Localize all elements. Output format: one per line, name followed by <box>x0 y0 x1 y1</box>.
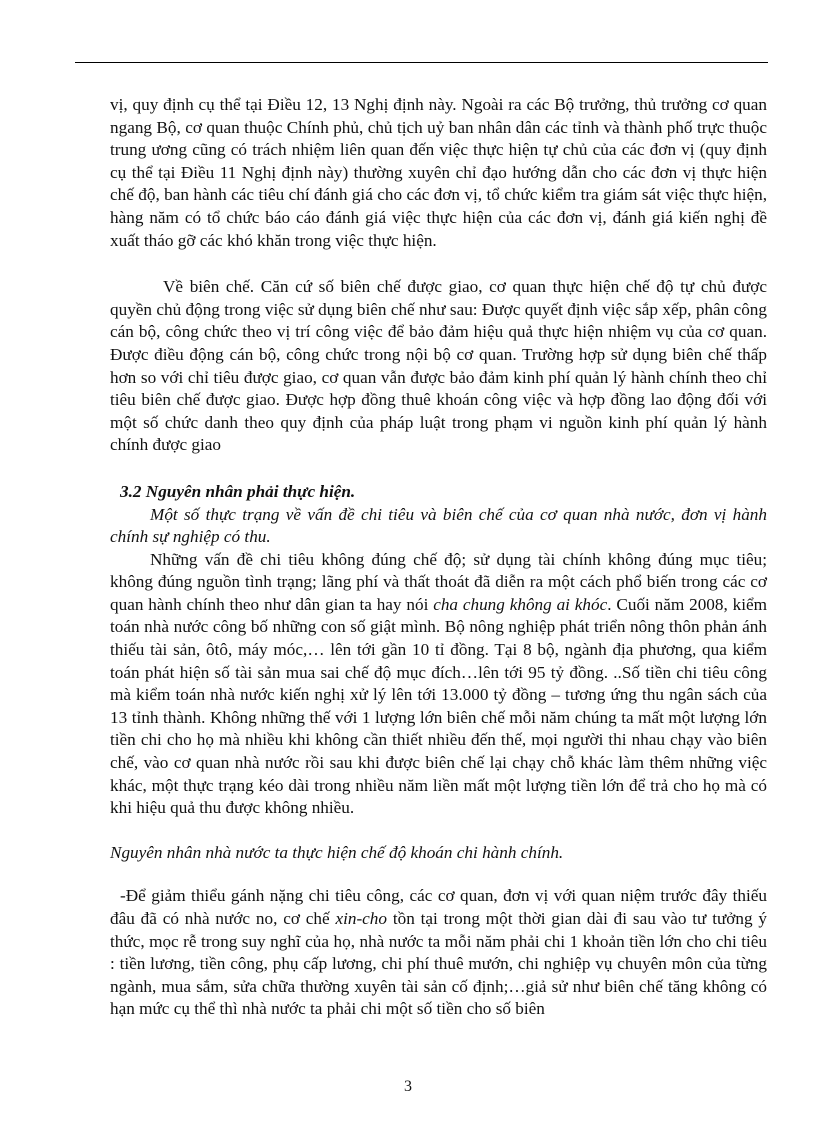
section-heading: 3.2 Nguyên nhân phải thực hiện. <box>120 481 356 501</box>
quote-xin-cho: xin-cho <box>335 909 387 928</box>
document-body <box>110 94 767 1021</box>
paragraph-tu-chu-don-vi: vị, quy định cụ thể tại Điều 12, 13 Nghị định này. Ngoài ra các Bộ trưởng, thủ trưởng cơ quan ngang Bộ, cơ quan thuộc Chính phủ, chủ tịch uỷ ban nhân dân các tỉnh và thành phố trực thuộc trung ương cũng có trách nhiệm liên quan đến việc thực hiện tự chủ của các đơn vị (quy định cụ thể tại Điều 11 Nghị định này) thường xuyên chỉ đạo hướng dẫn cho các đơn vị thực hiện chế độ, ban hành các tiêu chí đánh giá cho các đơn vị, tổ chức kiểm tra giám sát việc thực hiện, hàng năm có tổ chức báo cáo đánh giá việc thực hiện của các đơn vị, đánh giá kiến nghị đề xuất tháo gỡ các khó khăn trong việc thực hiện. <box>110 95 767 250</box>
page-number: 3 <box>404 1078 412 1095</box>
paragraph-giam-thieu-part-1: -Để giảm thiểu gánh nặng chi tiêu công, các cơ quan, đơn vị với quan niệm trước đây thiếu đâu đã có nhà nước no, cơ chế <box>110 886 767 928</box>
page-top-border <box>75 62 768 63</box>
quote-cha-chung: cha chung không ai khóc <box>433 594 608 614</box>
paragraph-chi-tieu-part-1: Những vấn đề chi tiêu không đúng chế độ; sử dụng tài chính không đúng mục tiêu; không đúng nguồn tình trạng; lãng phí và thất thoát đã diễn ra một cách phổ biến trong các cơ quan hành chính theo như dân gian ta hay nói <box>110 549 767 614</box>
paragraph-nguyen-nhan <box>110 842 767 865</box>
paragraph-giam-thieu <box>110 885 767 1021</box>
nguyen-nhan-title: Nguyên nhân nhà nước ta thực hiện chế độ khoán chi hành chính. <box>110 842 564 862</box>
paragraph-chi-tieu-part-2: . Cuối năm 2008, kiểm toán nhà nước công bố những con số giật mình. Bộ nông nghiệp phát triển nông thôn phản ánh thiếu tài sản, ôtô, máy móc,… lên tới gần 10 tỉ đồng. Tại 8 bộ, ngành địa phương, qua kiểm toán phát hiện số tài sản mua sai chế độ mục đích…lên tới 95 tỷ đồng. ..Số tiền chi tiêu công mà kiểm toán nhà nước kiến nghị xử lý lên tới 13.000 tỷ đồng – tương ứng thu ngân sách của 13 tỉnh thành. Không những thế với 1 lượng lớn biên chế mỗi năm chúng ta mất một lượng lớn tiền chi cho họ mà nhiều khi không cần thiết nhiều đến thế, mọi người thi nhau chạy vào biên chế, vào cơ quan nhà nước rồi sau khi được biên chế lại chạy chỗ khác làm thêm những việc khác, một thực trạng kéo dài trong nhiều năm liền mất một lượng tiền lớn để trả cho họ mà có khi hiệu quả thu được không nhiều. <box>110 594 768 818</box>
section-subheading: Một số thực trạng về vấn đề chi tiêu và biên chế của cơ quan nhà nước, đơn vị hành chính sự nghiệp có thu. <box>110 504 767 547</box>
paragraph-bien-che: Về biên chế. Căn cứ số biên chế được giao, cơ quan thực hiện chế độ tự chủ được quyền chủ động trong việc sử dụng biên chế như sau: Được quyết định việc sắp xếp, phân công cán bộ, công chức theo vị trí công việc để bảo đảm hiệu quả thực hiện nhiệm vụ của cơ quan. Được điều động cán bộ, công chức trong nội bộ cơ quan. Trường hợp sử dụng biên chế thấp hơn so với chỉ tiêu được giao, cơ quan vẫn được bảo đảm kinh phí quản lý hành chính theo chỉ tiêu biên chế được giao. Được hợp đồng thuê khoán công việc và hợp đồng lao động đối với một số chức danh theo quy định của pháp luật trong phạm vi nguồn kinh phí quản lý hành chính được giao <box>110 277 767 455</box>
paragraph-giam-thieu-part-2: tồn tại trong một thời gian dài đi sau vào tư tưởng ý thức, mọc rễ trong suy nghĩ của họ, nhà nước ta mỗi năm phải chi 1 khoản tiền lớn cho chi tiêu : tiền lương, tiền công, phụ cấp lương, chi phí thuê mướn, chi nghiệp vụ chuyên môn của từng ngành, mua sắm, sửa chữa thường xuyên tài sản cố định;…giả sử như biên chế tăng không có hạn mức cụ thể thì nhà nước ta phải chi một số tiền cho số biên <box>110 909 768 1019</box>
paragraph-chi-tieu <box>110 549 767 820</box>
